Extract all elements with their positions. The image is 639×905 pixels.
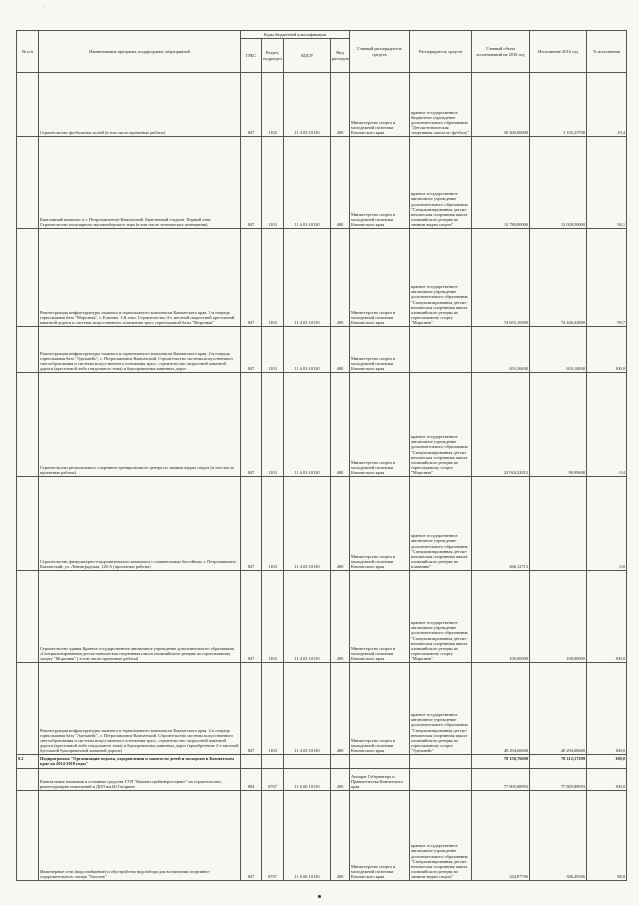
header-executed: Исполнение 2016 год — [530, 31, 587, 73]
section-executed: 78 112,17299 — [530, 755, 587, 769]
cell-razdel: 1103 — [262, 327, 284, 373]
table-row — [17, 477, 627, 571]
table-row — [17, 663, 627, 755]
cell-razdel: 1102 — [262, 73, 284, 137]
cell-num — [17, 791, 39, 881]
header-ksr: КЦСР — [284, 39, 331, 73]
cell-name: Строительство регионального спортивно-тренировочного центра по зимним видам спорта (в том числе проектные работы) — [39, 373, 241, 477]
cell-num — [17, 663, 39, 755]
cell-razdel: 1103 — [262, 137, 284, 229]
cell-num — [17, 229, 39, 327]
cell-vid: 400 — [331, 791, 350, 881]
cell-executed: 74 440,32800 — [530, 229, 587, 327]
header-vid: Вид расходов — [331, 39, 350, 73]
cell-grbs: 847 — [241, 477, 262, 571]
cell-manager: Министерство спорта и молодежной политики Камчатского края — [350, 73, 410, 137]
page-dot-mark — [318, 895, 321, 898]
cell-name: Строительство здания Краевое государственное автономное учреждение дополнительного образования «Специализированная детско-юношеская спортивная школа олимпийского резерва по горнолыжному спорту "Морозная" ( в том числе проектные работы) — [39, 571, 241, 663]
table-row — [17, 769, 627, 791]
cell-total: 74 655,16900 — [472, 229, 530, 327]
cell-name: Инженерные сети (водоснабжение) и обустройство водозабора для воспитания спортивно-оздоровительного лагеря "Тополек" — [39, 791, 241, 881]
header-grbs: ГРБС — [241, 39, 262, 73]
cell-recipient: краевое государственное автономное учреждение дополнительного образования "Специализированная детско-юношеская спортивная школа олимпийского резерва по зимним видам спорта" — [410, 791, 472, 881]
section-name: Подпрограмма "Организация отдыха, оздоровления и занятости детей и молодежи в Камчатском крае на 2014-2018 годы" — [39, 755, 241, 769]
cell-percent: 94,1 — [587, 137, 627, 229]
cell-percent: 100,0 — [587, 663, 627, 755]
cell-manager: Министерство спорта и молодежной политики Камчатского края — [350, 327, 410, 373]
cell-razdel: 0707 — [262, 769, 284, 791]
cell-num — [17, 373, 39, 477]
cell-grbs: 847 — [241, 791, 262, 881]
cell-grbs: 847 — [241, 571, 262, 663]
cell-executed: 3 165,23700 — [530, 73, 587, 137]
page-corner-mark: - — [44, 4, 46, 10]
header-num: № п/п — [17, 31, 39, 73]
section-total: 78 150,76690 — [472, 755, 530, 769]
cell-percent: 88,8 — [587, 791, 627, 881]
cell-executed: 77 805,88993 — [530, 769, 587, 791]
table-row — [17, 327, 627, 373]
cell-vid: 400 — [331, 373, 350, 477]
cell-total: 23 920,32812 — [472, 373, 530, 477]
cell-razdel: 1103 — [262, 477, 284, 571]
cell-ksr: 11 6 06 10130 — [284, 791, 331, 881]
budget-table — [16, 30, 627, 881]
cell-recipient: краевое государственное автономное учреждение дополнительного образования "Специализированная детско-юношеская спортивная школа олимпийского резерва по плаванию" — [410, 477, 472, 571]
cell-name: Строительство футбольных полей (в том числе проектные работы) — [39, 73, 241, 137]
cell-grbs: 847 — [241, 73, 262, 137]
cell-name: Реконструкция инфраструктуры лыжного и горнолыжного комплексов Камчатского края. 2-я очередь горнолыжная база "Эдельвейс", г. Петропавловск-Камчатский. Строительство системы искусственного снегообразования и системы искусственного оснежения трасс, строительство скоростной канатной дороги (кресельной либо гондольного типа) и буксировочных канатных дорог (приобретение 2-х местной бугельной буксировочной канатной дороги) — [39, 663, 241, 755]
section-row — [17, 755, 627, 769]
header-codes: Коды бюджетной классификации — [241, 31, 350, 39]
cell-manager: Министерство спорта и молодежной политики Камчатского края — [350, 229, 410, 327]
cell-total: 466,12713 — [472, 477, 530, 571]
cell-vid: 400 — [331, 73, 350, 137]
cell-num — [17, 769, 39, 791]
cell-razdel: 0707 — [262, 791, 284, 881]
cell-razdel: 1103 — [262, 571, 284, 663]
cell-vid: 400 — [331, 769, 350, 791]
cell-ksr: 11 4 03 10130 — [284, 663, 331, 755]
cell-vid: 400 — [331, 327, 350, 373]
cell-total: 40 294,68400 — [472, 663, 530, 755]
cell-grbs: 804 — [241, 769, 262, 791]
cell-manager: Министерство спорта и молодежной политики Камчатского края — [350, 477, 410, 571]
cell-ksr: 11 4 03 10130 — [284, 137, 331, 229]
section-percent: 100,0 — [587, 755, 627, 769]
cell-percent: 99,7 — [587, 229, 627, 327]
cell-manager: Министерство спорта и молодежной политики Камчатского края — [350, 791, 410, 881]
table-row — [17, 373, 627, 477]
cell-grbs: 847 — [241, 373, 262, 477]
table-row — [17, 229, 627, 327]
cell-num — [17, 477, 39, 571]
cell-manager: Министерство спорта и молодежной политики Камчатского края — [350, 137, 410, 229]
cell-percent: 100,0 — [587, 571, 627, 663]
cell-vid: 400 — [331, 571, 350, 663]
cell-grbs: 847 — [241, 229, 262, 327]
section-num: 9.2 — [17, 755, 39, 769]
cell-vid: 400 — [331, 477, 350, 571]
cell-razdel: 1103 — [262, 373, 284, 477]
cell-vid: 400 — [331, 663, 350, 755]
header-total: Главный объем ассигнований на 2016 год — [472, 31, 530, 73]
cell-manager: Министерство спорта и молодежной политики Камчатского края — [350, 373, 410, 477]
cell-manager: Аппарат Губернатора и Правительства Камчатского края — [350, 769, 410, 791]
cell-razdel: 1103 — [262, 229, 284, 327]
cell-recipient: краевое государственное автономное учреждение дополнительного образования "Специализированная детско-юношеская спортивная школа олимпийского резерва по горнолыжному спорту "Морозная" — [410, 571, 472, 663]
cell-percent: 0,0 — [587, 477, 627, 571]
table-row — [17, 137, 627, 229]
cell-recipient: краевое государственное автономное учреждение дополнительного образования "Специализированная детско-юношеская спортивная школа олимпийского резерва по горнолыжному спорту "Морозная" — [410, 373, 472, 477]
cell-executed: 12 028,50000 — [530, 137, 587, 229]
cell-razdel: 1103 — [262, 663, 284, 755]
cell-name: Строительство физкультурно-оздоровительного комплекса с плавательным бассейном, г. Петропавловск-Камчатский, ул. Ленинградская, 120 А (проектные работы) — [39, 477, 241, 571]
cell-executed: 90,99600 — [530, 373, 587, 477]
cell-recipient — [410, 769, 472, 791]
header-recipient: Распорядитель средств — [410, 31, 472, 73]
cell-name: Капитальные вложения в основные средства ГУП "Камчатстройэнергосервис" на строительство, реконструкцию помещений в ДОЛ им.Ю.Гагарина — [39, 769, 241, 791]
cell-num — [17, 137, 39, 229]
cell-total: 12 780,00000 — [472, 137, 530, 229]
cell-total: 77 805,88993 — [472, 769, 530, 791]
cell-ksr: 11 4 03 10130 — [284, 571, 331, 663]
cell-ksr: 11 4 03 10130 — [284, 73, 331, 137]
cell-num — [17, 327, 39, 373]
cell-recipient: краевое государственное автономное учреждение дополнительного образования "Специализированная детско-юношеская спортивная школа олимпийского резерва по зимним видам спорта" — [410, 137, 472, 229]
cell-num — [17, 73, 39, 137]
cell-recipient: краевое государственное бюджетное учреждение дополнительного образования "Детско-юношеская спортивная школа по футболу" — [410, 73, 472, 137]
cell-manager: Министерство спорта и молодежной политики Камчатского края — [350, 571, 410, 663]
cell-percent: 10,4 — [587, 73, 627, 137]
cell-vid: 400 — [331, 229, 350, 327]
cell-executed: 40 294,68400 — [530, 663, 587, 755]
cell-recipient: краевое государственное автономное учреждение дополнительного образования "Специализированная детско-юношеская спортивная школа олимпийского резерва по горнолыжному спорту "Морозная" — [410, 229, 472, 327]
table-row — [17, 73, 627, 137]
header-name: Наименование программ, подпрограмм, мероприятий — [39, 31, 241, 73]
cell-name: Реконструкция инфраструктуры лыжного и горнолыжного комплексов Камчатского края. 1-я очередь горнолыжная база "Морозная", г. Елизово. 1-й этап. Строительство 4-х местной скоростной кресельной канатной дороги и системы искусственного оснежения трасс горнолыжной базы "Морозная" — [39, 229, 241, 327]
cell-total: 653,16840 — [472, 327, 530, 373]
header-razdel: Раздел, подраздел — [262, 39, 284, 73]
cell-ksr: 11 6 06 10130 — [284, 769, 331, 791]
cell-recipient: краевое государственное автономное учреждение дополнительного образования "Специализированная детско-юношеская спортивная школа олимпийского резерва по горнолыжному спорту "Эдельвейс" — [410, 663, 472, 755]
cell-executed: 653,16840 — [530, 327, 587, 373]
cell-executed: 306,28306 — [530, 791, 587, 881]
cell-total: 344,87706 — [472, 791, 530, 881]
cell-total: 30 400,00000 — [472, 73, 530, 137]
table-row — [17, 791, 627, 881]
cell-ksr: 11 4 03 10130 — [284, 477, 331, 571]
header-manager: Главный распорядитель средств — [350, 31, 410, 73]
cell-grbs: 847 — [241, 137, 262, 229]
cell-ksr: 11 4 03 10130 — [284, 373, 331, 477]
table-row — [17, 571, 627, 663]
cell-grbs: 847 — [241, 327, 262, 373]
cell-executed — [530, 477, 587, 571]
header-percent: % исполнения — [587, 31, 627, 73]
cell-total: 100,00000 — [472, 571, 530, 663]
cell-num — [17, 571, 39, 663]
cell-executed: 100,00000 — [530, 571, 587, 663]
cell-grbs: 847 — [241, 663, 262, 755]
cell-recipient — [410, 327, 472, 373]
cell-percent: 100,0 — [587, 769, 627, 791]
cell-vid: 400 — [331, 137, 350, 229]
cell-percent: 0,4 — [587, 373, 627, 477]
cell-percent: 100,0 — [587, 327, 627, 373]
cell-manager: Министерство спорта и молодежной политики Камчатского края — [350, 663, 410, 755]
cell-name: Биатлонный комплекс в г. Петропавловске-Камчатский. Биатлонный стадион. Первый этап: Строительство популярного маловалберского тира (в том числе технических помещения) — [39, 137, 241, 229]
cell-name: Реконструкция инфраструктуры лыжного и горнолыжного комплексов Камчатского края. 2-я очередь горнолыжная база "Эдельвейс", г. Петропавловск-Камчатский. Строительство системы искусственного снегообразования и системы искусственного оснежения трасс, строительство скоростной канатной дороги (кресельной либо гондольного типа) и буксировочных канатных дорог — [39, 327, 241, 373]
cell-ksr: 11 4 03 10130 — [284, 327, 331, 373]
cell-ksr: 11 4 03 10130 — [284, 229, 331, 327]
